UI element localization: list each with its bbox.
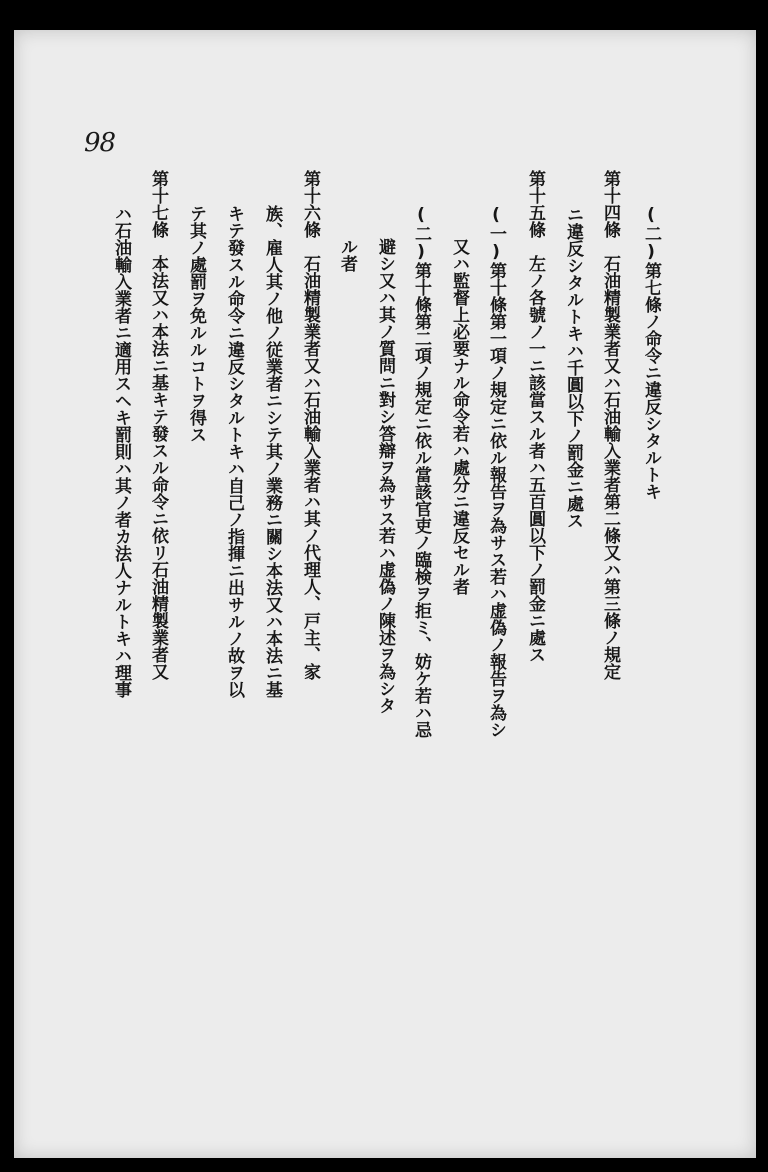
- text-column-14: 第十七條 本法又ハ本法ニ基キテ發スル命令ニ依リ石油精製業者又: [148, 170, 168, 680]
- text-column-6: 又ハ監督上必要ナル命令若ハ處分ニ違反セル者: [449, 238, 469, 595]
- text-column-11: 族、雇人其ノ他ノ従業者ニシテ其ノ業務ニ關シ本法又ハ本法ニ基: [262, 205, 282, 698]
- text-column-4: 第十五條 左ノ各號ノ一ニ該當スル者ハ五百圓以下ノ罰金ニ處ス: [525, 170, 545, 663]
- text-column-2: 第十四條 石油精製業者又ハ石油輸入業者第二條又ハ第三條ノ規定: [600, 170, 620, 680]
- text-column-13: テ其ノ處罰ヲ免ルルコトヲ得ス: [186, 205, 206, 443]
- text-column-10: 第十六條 石油精製業者又ハ石油輸入業者ハ其ノ代理人、戸主、家: [300, 170, 320, 680]
- text-column-1: (二)第七條ノ命令ニ違反シタルトキ: [641, 205, 661, 500]
- page-number: 98: [84, 128, 116, 158]
- text-column-9: ル者: [337, 238, 357, 272]
- text-column-12: キテ發スル命令ニ違反シタルトキハ自己ノ指揮ニ出サルノ故ヲ以: [224, 205, 244, 698]
- text-column-7: (二)第十條第二項ノ規定ニ依ル當該官吏ノ臨検ヲ拒ミ、妨ケ若ハ忌: [411, 205, 431, 738]
- text-column-5: (一)第十條第一項ノ規定ニ依ル報告ヲ為サス若ハ虚偽ノ報告ヲ為シ: [486, 205, 506, 738]
- text-column-15: ハ石油輸入業者ニ適用スヘキ罰則ハ其ノ者カ法人ナルトキハ理事: [111, 205, 131, 698]
- text-column-8: 避シ又ハ其ノ質問ニ對シ答辯ヲ為サス若ハ虚偽ノ陳述ヲ為シタ: [375, 238, 395, 714]
- text-column-3: ニ違反シタルトキハ千圓以下ノ罰金ニ處ス: [563, 206, 583, 529]
